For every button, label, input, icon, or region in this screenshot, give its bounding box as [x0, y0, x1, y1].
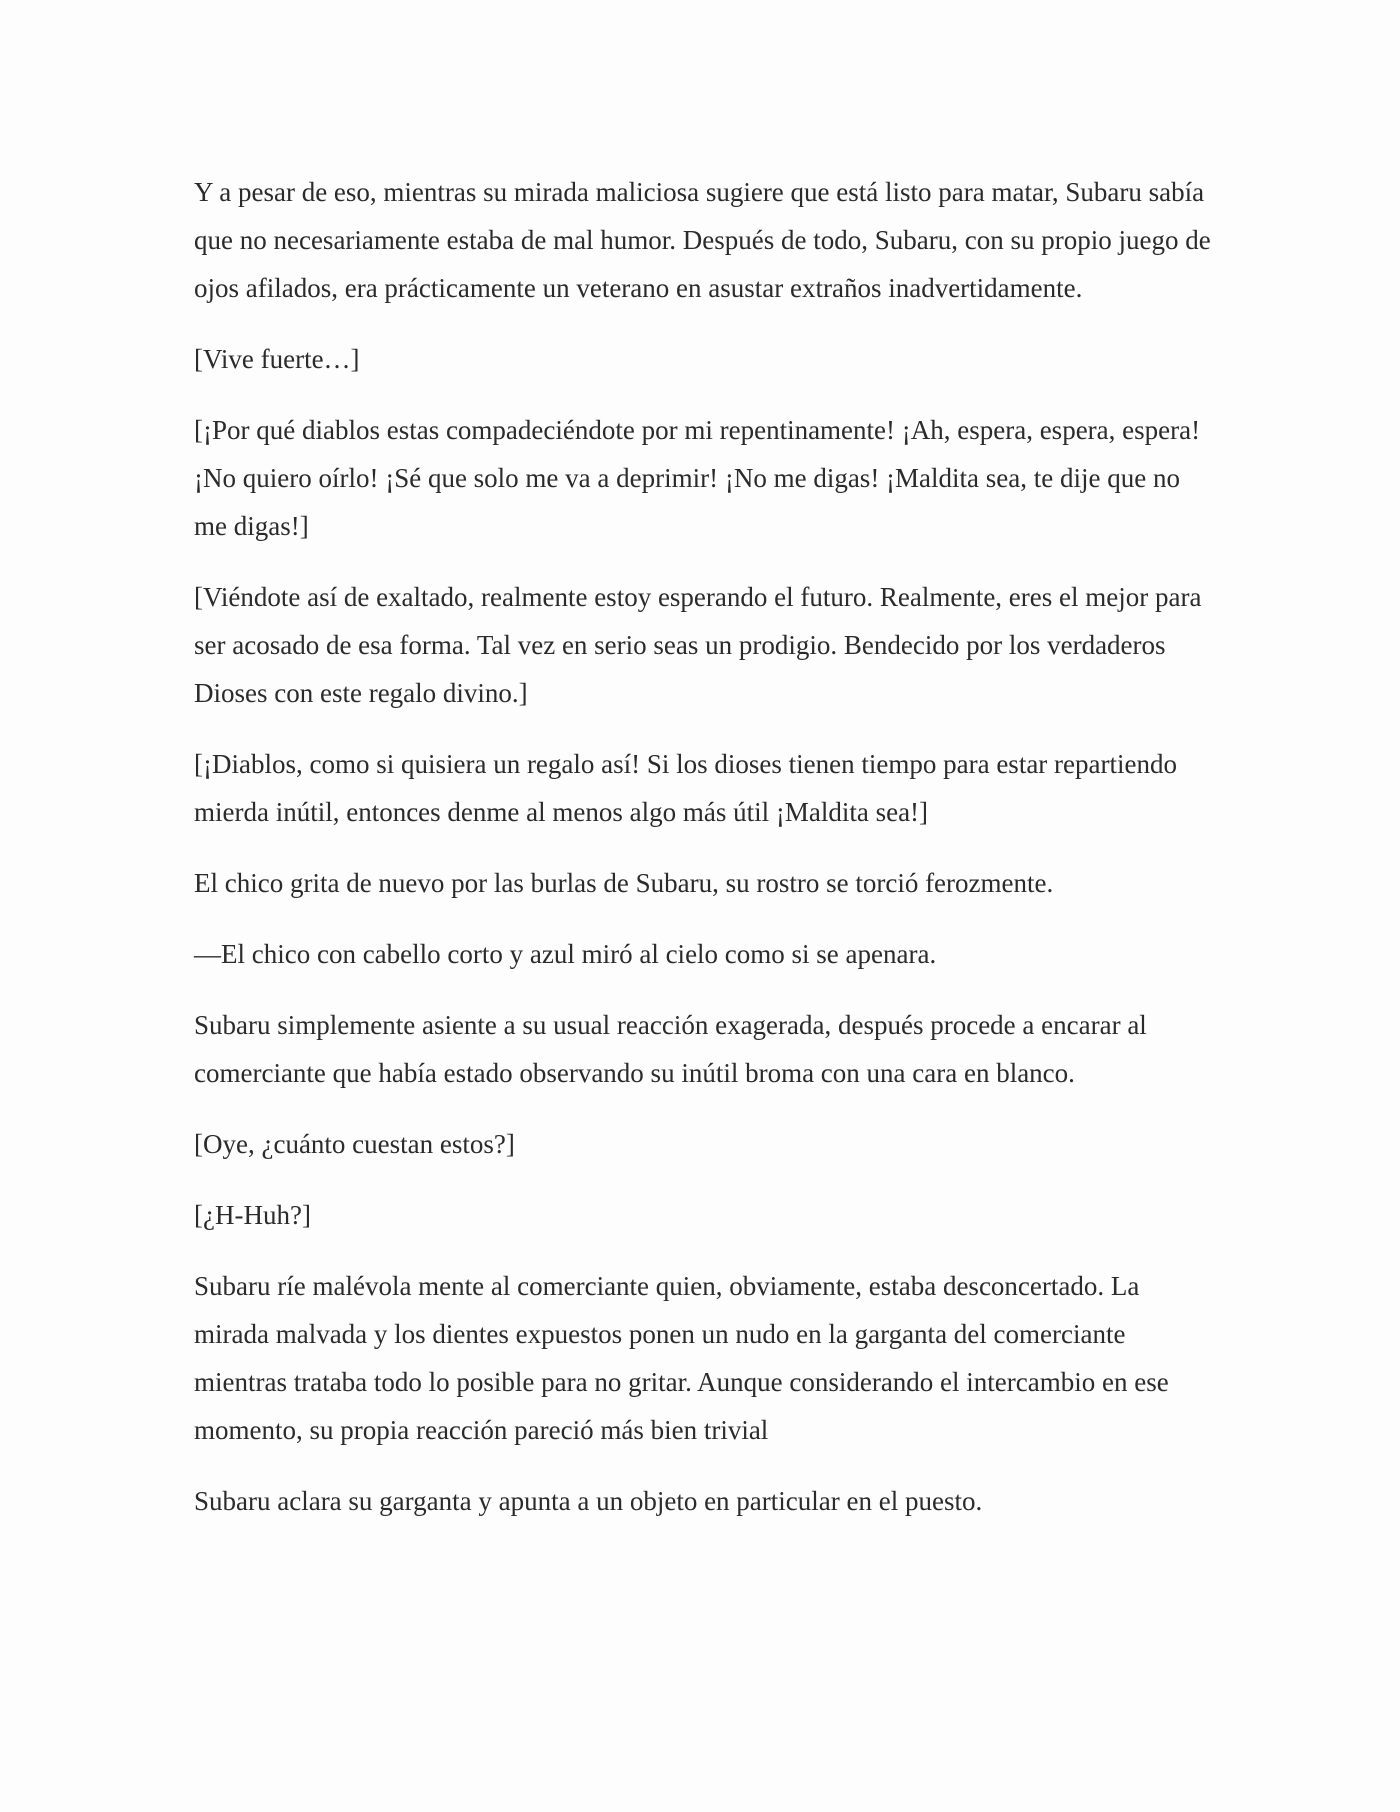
paragraph: [¡Diablos, como si quisiera un regalo así! Si los dioses tienen tiempo para estar repartiendo mierda inútil, entonces denme al menos algo más útil ¡Maldita sea!]: [194, 749, 1177, 827]
paragraph: [Vive fuerte…]: [194, 344, 360, 374]
paragraph: [¿H-Huh?]: [194, 1200, 311, 1230]
paragraph: El chico grita de nuevo por las burlas de Subaru, su rostro se torció ferozmente.: [194, 868, 1054, 898]
paragraph: Y a pesar de eso, mientras su mirada maliciosa sugiere que está listo para matar, Subaru sabía que no necesariamente estaba de mal humor. Después de todo, Subaru, con su propio juego de ojos afilados, era prácticamente un veterano en asustar extraños inadvertidamente.: [194, 177, 1211, 303]
paragraph: [¡Por qué diablos estas compadeciéndote por mi repentinamente! ¡Ah, espera, espera, espera! ¡No quiero oírlo! ¡Sé que solo me va a deprimir! ¡No me digas! ¡Maldita sea, te dije que no me digas!]: [194, 415, 1201, 541]
paragraph: [Viéndote así de exaltado, realmente estoy esperando el futuro. Realmente, eres el mejor para ser acosado de esa forma. Tal vez en serio seas un prodigio. Bendecido por los verdaderos Dioses con este regalo divino.]: [194, 582, 1202, 708]
document-page: [194, 168, 1212, 1548]
paragraph: [Oye, ¿cuánto cuestan estos?]: [194, 1129, 515, 1159]
paragraph: —El chico con cabello corto y azul miró al cielo como si se apenara.: [194, 939, 937, 969]
paragraph: Subaru ríe malévola mente al comerciante quien, obviamente, estaba desconcertado. La mirada malvada y los dientes expuestos ponen un nudo en la garganta del comerciante mientras trataba todo lo posible para no gritar. Aunque considerando el intercambio en ese momento, su propia reacción pareció más bien trivial: [194, 1271, 1169, 1445]
paragraph: Subaru aclara su garganta y apunta a un objeto en particular en el puesto.: [194, 1486, 983, 1516]
paragraph: Subaru simplemente asiente a su usual reacción exagerada, después procede a encarar al comerciante que había estado observando su inútil broma con una cara en blanco.: [194, 1010, 1147, 1088]
